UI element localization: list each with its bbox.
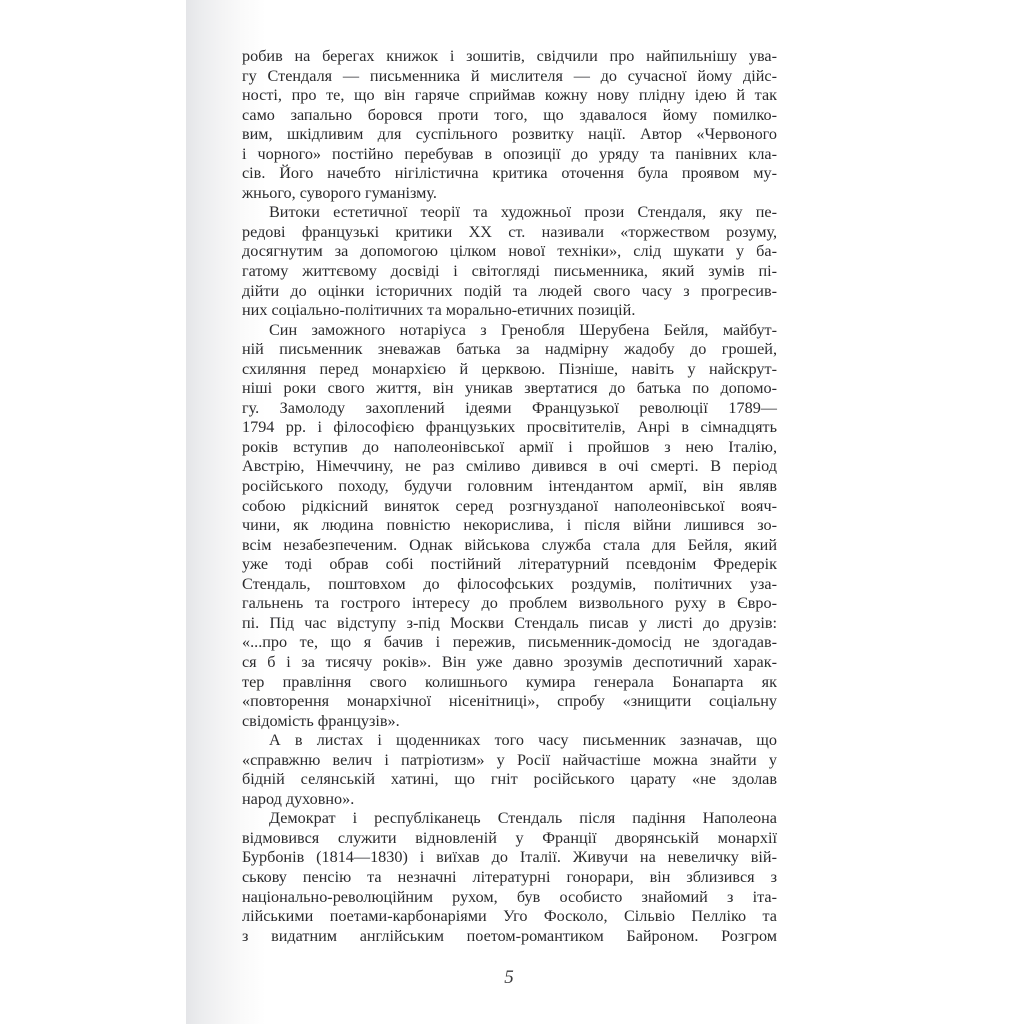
text-line: уже тоді обрав собі постійний літературний псевдонім Фредерік <box>242 555 777 574</box>
text-line: лійськими поетами-карбонаріями Уго Фосколо, Сільвіо Пелліко та <box>242 907 777 926</box>
text-line: ськову пенсію та незначні літературні гонорари, він зблизився з <box>242 867 777 886</box>
paragraph-2 <box>242 203 777 320</box>
text-line: «справжню велич і патріотизм» у Росії найчастіше можна знайти у <box>242 750 777 769</box>
text-line: Австрію, Німеччину, не раз сміливо дивився в очі смерті. В період <box>242 457 777 476</box>
text-line: років вступив до наполеонівської армії і пройшов з нею Італію, <box>242 437 777 456</box>
text-line: Стендаль, поштовхом до філософських роздумів, політичних уза- <box>242 574 777 593</box>
text-line: свідомість французів». <box>242 711 400 730</box>
text-line: Витоки естетичної теорії та художньої прози Стендаля, яку пе- <box>269 203 777 222</box>
paragraph-1 <box>242 47 777 203</box>
paragraph-4 <box>242 731 777 809</box>
paragraph-5 <box>242 809 777 946</box>
text-line: робив на берегах книжок і зошитів, свідчили про найпильнішу ува- <box>242 47 777 65</box>
text-line: з видатним англійським поетом-романтиком Байроном. Розгром <box>242 926 777 945</box>
text-line: досягнутим за допомогою цілком нової техніки», слід шукати у ба- <box>242 242 777 261</box>
text-line: жнього, суворого гуманізму. <box>242 183 437 202</box>
text-line: пі. Під час відступу з-під Москви Стендаль писав у листі до друзів: <box>242 613 777 632</box>
text-line: гу. Замолоду захоплений ідеями Французької революції 1789— <box>242 398 777 417</box>
text-line: само запально боровся проти того, що здавалося йому помилко- <box>242 105 777 124</box>
text-line: гальнень та гострого інтересу до проблем визвольного руху в Євро- <box>242 594 777 613</box>
text-line: російського походу, будучи головним інтендантом армії, він являв <box>242 477 777 496</box>
text-line: 1794 рр. і філософією французьких просвітителів, Анрі в сімнадцять <box>242 418 777 437</box>
text-line: вим, шкідливим для суспільного розвитку нації. Автор «Червоного <box>242 125 777 144</box>
text-line: тер правління свого колишнього кумира генерала Бонапарта як <box>242 672 777 691</box>
text-line: Син заможного нотаріуса з Гренобля Шерубена Бейля, майбут- <box>269 320 777 339</box>
page-number: 5 <box>504 967 514 988</box>
text-line: собою рідкісний виняток серед розгнузданої наполеонівської вояч- <box>242 496 777 515</box>
text-line: А в листах і щоденниках того часу письменник зазначав, що <box>269 731 777 750</box>
text-line: Бурбонів (1814—1830) і виїхав до Італії. Живучи на невеличку вій- <box>242 848 777 867</box>
text-line: схиляння перед монархією й церквою. Пізніше, навіть у найскрут- <box>242 359 777 378</box>
body-text <box>242 47 777 946</box>
text-line: ності, про те, що він гаряче сприймав кожну нову плідну ідею й так <box>242 86 777 105</box>
text-line: національно-революційним рухом, був особисто знайомий з іта- <box>242 887 777 906</box>
text-line: бідній селянській хатині, що гніт російського царату «не здолав <box>242 770 777 789</box>
text-line: гатому життєвому досвіді і світогляді письменника, який зумів пі- <box>242 262 777 281</box>
text-line: народ духовно». <box>242 789 355 808</box>
paragraph-3 <box>242 321 777 731</box>
text-line: ній письменник зневажав батька за надмірну жадобу до грошей, <box>242 340 777 359</box>
text-line: всім незабезпеченим. Однак військова служба стала для Бейля, який <box>242 535 777 554</box>
text-line: і чорного» постійно перебував в опозиції до уряду та панівних кла- <box>242 144 777 163</box>
text-line: чини, як людина повністю некорислива, і після війни лишився зо- <box>242 516 777 535</box>
text-line: «...про те, що я бачив і пережив, письменник-домосід не здогадав- <box>242 633 777 652</box>
text-line: дійти до оцінки історичних подій та людей свого часу з прогресив- <box>242 281 777 300</box>
text-line: редові французькі критики XX ст. називали «торжеством розуму, <box>242 222 777 241</box>
text-line: Демократ і республіканець Стендаль після падіння Наполеона <box>269 809 777 828</box>
text-line: ся б і за тисячу років». Він уже давно зрозумів деспотичний харак- <box>242 652 777 671</box>
text-line: відмовився служити відновленій у Франції дворянській монархії <box>242 828 777 847</box>
text-line: сів. Його начебто нігілістична критика оточення була проявом му- <box>242 164 777 183</box>
text-line: ніші роки свого життя, він уникав звертатися до батька по допомо- <box>242 379 777 398</box>
text-line: них соціально-політичних та морально-етичних позицій. <box>242 301 636 320</box>
text-line: гу Стендаля — письменника й мислителя — до сучасної йому дійс- <box>242 66 777 85</box>
text-line: «повторення монархічної нісенітниці», спробу «знищити соціальну <box>242 692 777 711</box>
